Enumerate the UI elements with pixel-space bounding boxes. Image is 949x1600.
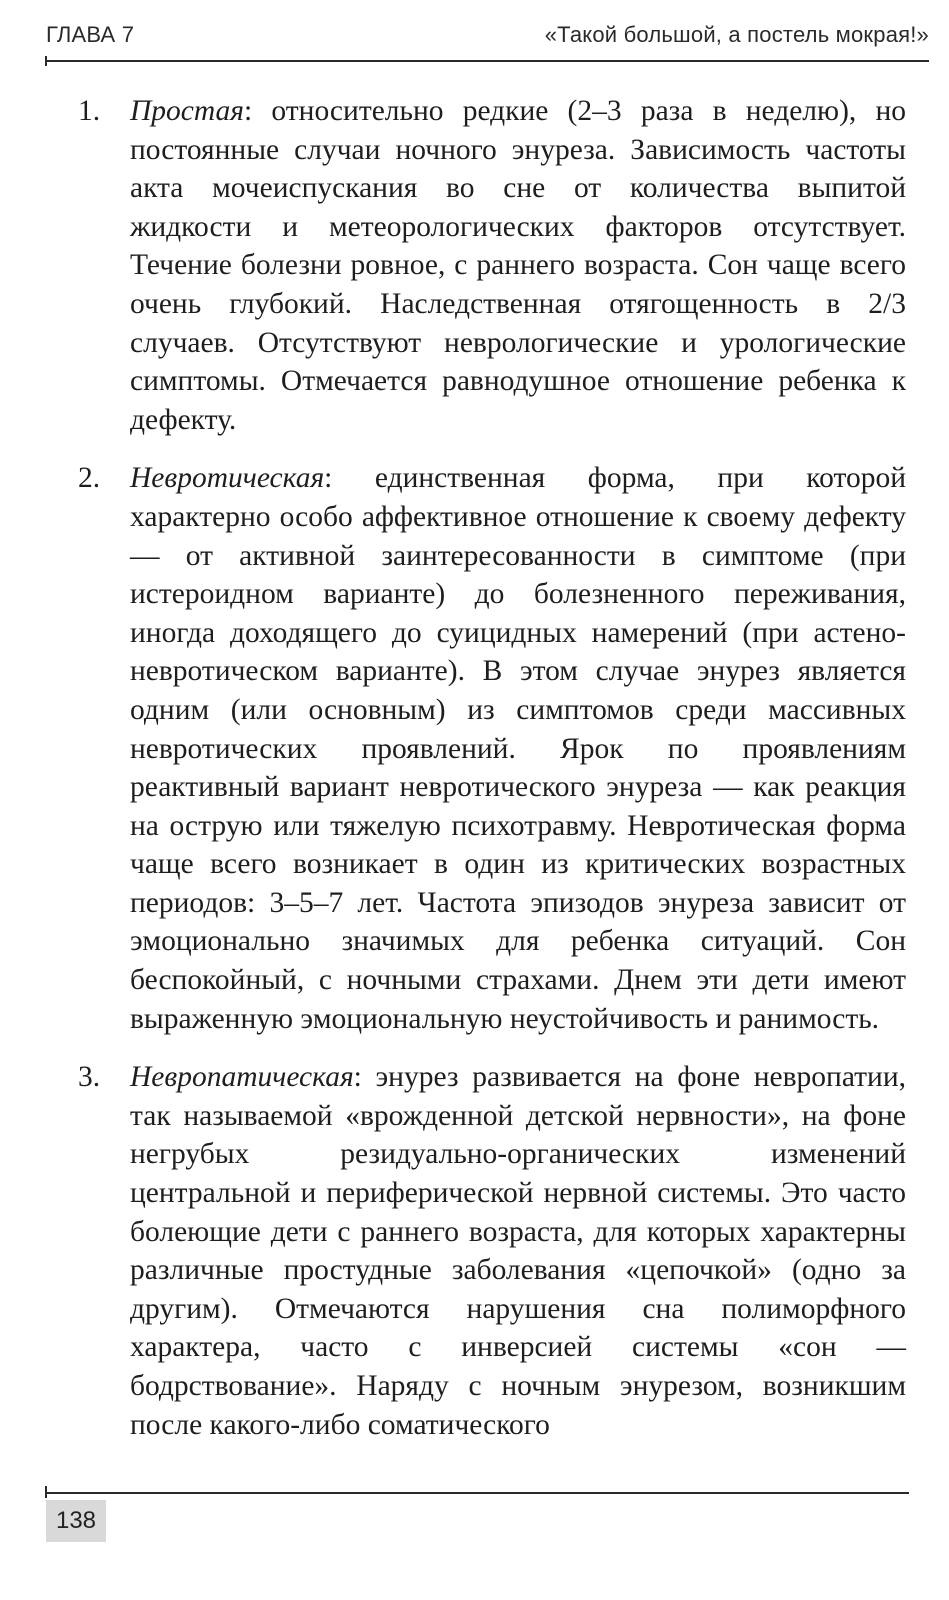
list-item bbox=[78, 1058, 906, 1444]
page-number: 138 bbox=[46, 1500, 106, 1542]
list-item-number: 1. bbox=[78, 95, 101, 127]
list-item bbox=[78, 459, 906, 1038]
chapter-title: «Такой большой, а постель мокрая!» bbox=[544, 22, 929, 47]
footer-rule bbox=[46, 1492, 909, 1494]
list-item-text: : единственная форма, при которой характерно особо аффективное отношение к своему дефекту — от активной заинтересованности в симптоме (при истероидном варианте) до болезненного переживания, иногда доходящего до суицидных намерений (при астено-невротическом варианте). В этом случае энурез является одним (или основным) из симптомов среди массивных невротических проявлений. Ярок по проявлениям реактивный вариант невротического энуреза — как реакция на острую или тяжелую психотравму. Невротическая форма чаще всего возникает в один из критических возрастных периодов: 3–5–7 лет. Частота эпизодов энуреза зависит от эмоционально значимых для ребенка ситуаций. Сон беспокойный, с ночными страхами. Днем эти дети имеют выраженную эмоциональную неустойчивость и ранимость. bbox=[130, 462, 906, 1035]
list-item-number: 2. bbox=[78, 462, 101, 495]
list-item-term: Невротическая bbox=[130, 462, 325, 495]
running-head bbox=[46, 20, 929, 56]
list-item-term: Простая bbox=[130, 95, 245, 127]
body-text bbox=[78, 92, 906, 1464]
list-item-term: Невропатическая bbox=[130, 1061, 354, 1094]
chapter-label: ГЛАВА 7 bbox=[46, 22, 135, 47]
list-item-text: : энурез развивается на фоне невропатии, так называемой «врожденной детской нервности», на фоне негрубых резидуально-органических изменений центральной и периферической нервной системы. Это часто болеющие дети с раннего возраста, для которых характерны различные простудные заболевания «цепочкой» (одно за другим). Отмечаются нарушения сна полиморфного характера, часто с инверсией системы «сон — бодрствование». Наряду с ночным энурезом, возникшим после какого-либо соматического bbox=[130, 1061, 906, 1441]
header-rule bbox=[46, 60, 929, 62]
list-item bbox=[78, 92, 906, 439]
list-item-text: : относительно редкие (2–3 раза в неделю), но постоянные случаи ночного энуреза. Зависимость частоты акта мочеиспускания во сне от количества выпитой жидкости и метеорологических факторов отсутствует. Течение болезни ровное, с раннего возраста. Сон чаще всего очень глубокий. Наследственная отягощенность в 2/3 случаев. Отсутствуют неврологические и урологические симптомы. Отмечается равнодушное отношение ребенка к дефекту. bbox=[130, 95, 906, 436]
list-item-number: 3. bbox=[78, 1061, 101, 1094]
